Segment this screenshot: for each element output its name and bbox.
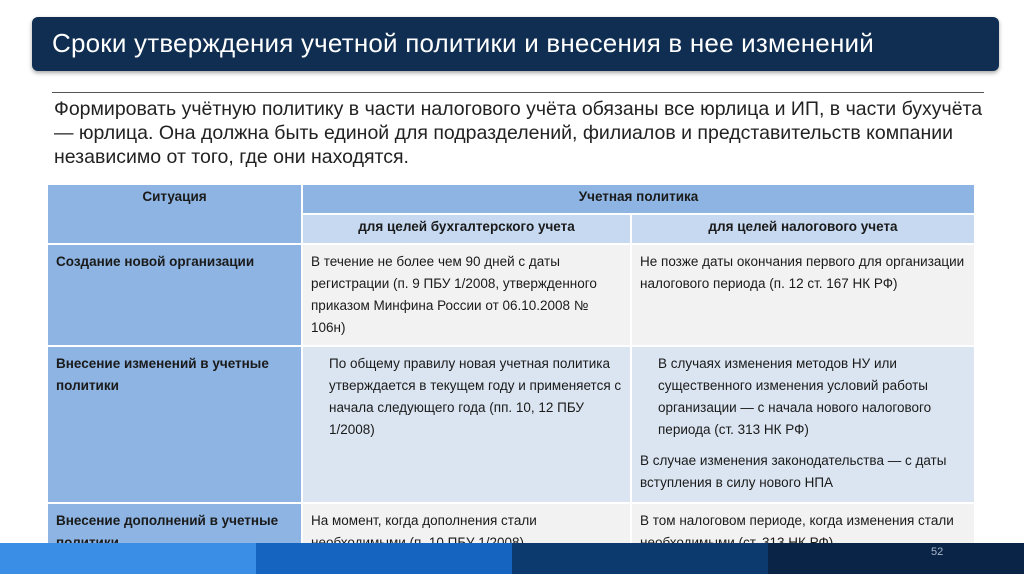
footer-segment (0, 543, 256, 574)
footer-segment (512, 543, 768, 574)
slide-title: Сроки утверждения учетной политики и внесения в нее изменений (52, 28, 874, 58)
tax-cell (631, 346, 975, 503)
table-row (47, 244, 975, 346)
table-row (47, 346, 975, 503)
accounting-text: По общему правилу новая учетная политика утверждается в текущем году и применяется с начала следующего года (пп. 10, 12 ПБУ 1/2008) (329, 356, 622, 437)
accounting-cell (302, 346, 631, 503)
header-tax: для целей налогового учета (631, 214, 975, 244)
accounting-cell: На момент, когда дополнения стали (302, 503, 631, 561)
policy-table (46, 183, 976, 562)
header-policy: Учетная политика (302, 184, 975, 214)
footer-segment (256, 543, 512, 574)
page-number: 52 (931, 546, 944, 558)
situation-cell: Создание новой организации (47, 244, 302, 346)
tax-cell: В том налоговом периоде, когда изменения стали (631, 503, 975, 561)
footer-bar (0, 543, 1024, 574)
tax-text: В случаях изменения методов НУ или существенного изменения условий работы организации — с начала нового налогового периода (ст. 313 НК РФ) (658, 356, 932, 437)
tax-cell: Не позже даты окончания первого для организации налогового периода (п. 12 ст. 167 НК РФ) (631, 244, 975, 346)
accounting-cell: В течение не более чем 90 дней с даты регистрации (п. 9 ПБУ 1/2008, утвержденного приказом Минфина России от 06.10.2008 № 106н) (302, 244, 631, 346)
intro-text: Формировать учётную политику в части налогового учёта обязаны все юрлица и ИП, в части бухучёта — юрлица. Она должна быть единой для подразделений, филиалов и представительств компании независимо от того, где они находятся. (54, 98, 983, 168)
footer-segment (768, 543, 1024, 574)
header-situation: Ситуация (47, 184, 302, 244)
title-bar (32, 17, 999, 71)
situation-cell: Внесение изменений в учетные политики (47, 346, 302, 503)
tax-extra-text: В случае изменения законодательства — с даты вступления в силу нового НПА (640, 453, 947, 490)
divider (52, 92, 984, 93)
table-header-row (47, 184, 975, 214)
header-accounting: для целей бухгалтерского учета (302, 214, 631, 244)
situation-cell: Внесение дополнений в учетные (47, 503, 302, 561)
